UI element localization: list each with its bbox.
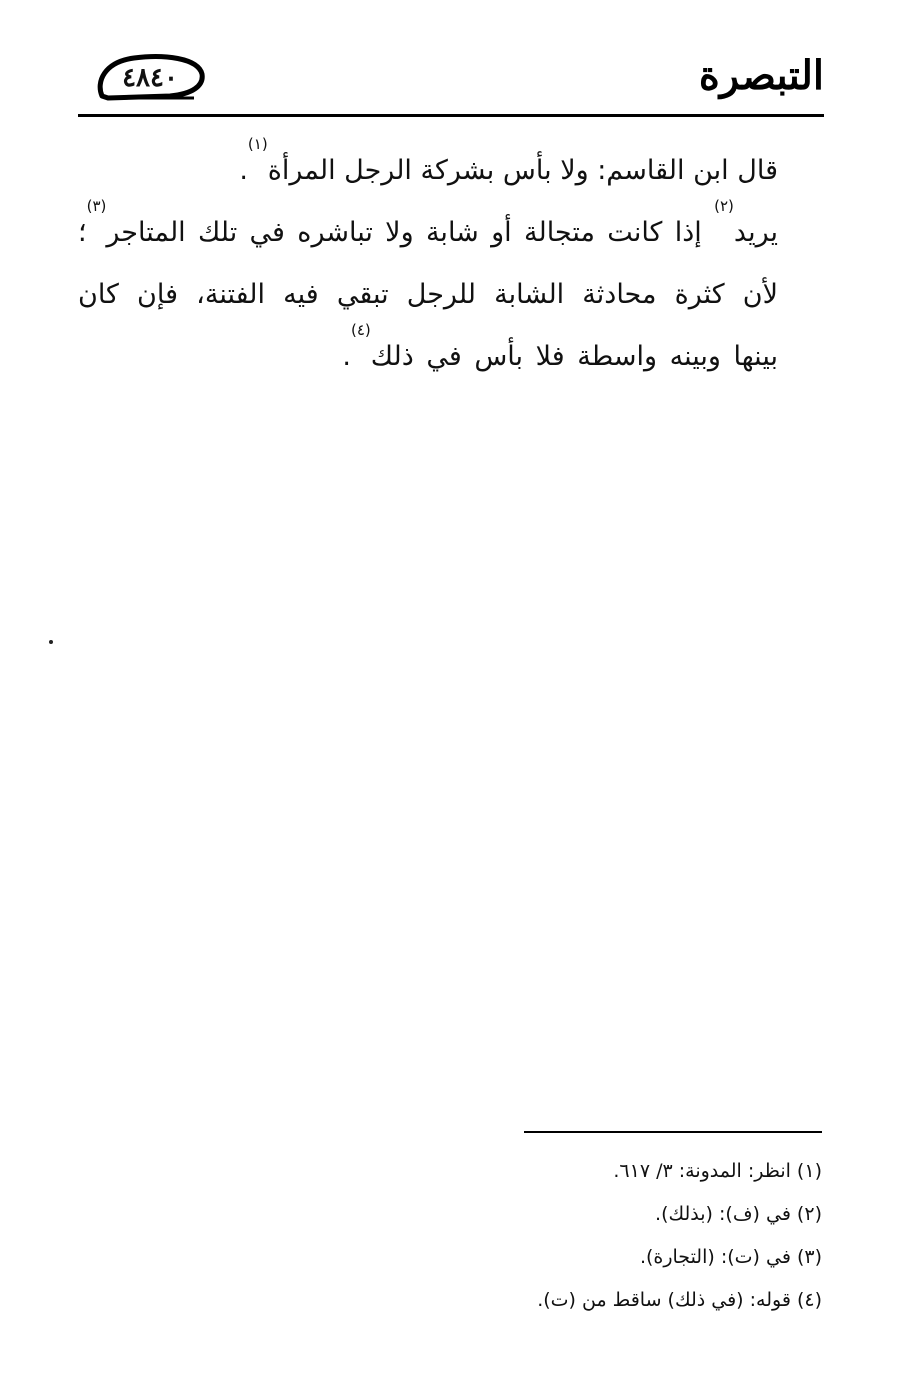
paragraph-2-start: يريد [733,217,778,248]
running-title: التبصرة [698,52,824,99]
paragraph-2 [78,197,820,388]
footnote-ref-4: (٤) [350,321,371,339]
paragraph-1-text: قال ابن القاسم: ولا بأس بشركة الرجل المرأة [267,155,778,186]
page-number: ٤٨٤٠ [122,63,178,93]
stray-mark [49,640,53,644]
page-header [78,48,824,120]
footnote-2: (٢) في (ف): (بذلك). [655,1203,822,1225]
paragraph-1-end: . [239,155,248,186]
paragraph-1 [78,135,820,202]
footnote-ref-1: (١) [247,135,268,153]
header-rule [78,114,824,117]
footnote-3: (٣) في (ت): (التجارة). [639,1246,822,1268]
footnote-ref-2: (٢) [714,197,734,215]
footnotes [300,1150,822,1322]
footnote-4: (٤) قوله: (في ذلك) ساقط من (ت). [537,1289,822,1311]
page-number-badge [94,52,204,106]
paragraph-2-end: . [342,341,351,372]
paragraph-2-middle: إذا كانت متجالة أو شابة ولا تباشره في تلك المتاجر [106,217,715,248]
main-text [78,135,820,388]
footnote-separator [524,1131,822,1133]
footnote-ref-3: (٣) [86,197,107,215]
footnote-1: (١) انظر: المدونة: ٣/ ٦١٧. [613,1160,822,1182]
paragraph-2-continuation: ؛ لأن كثرة محادثة الشابة للرجل تبقي فيه الفتنة، فإن كان بينها وبينه واسطة فلا بأس في ذلك [78,217,778,372]
